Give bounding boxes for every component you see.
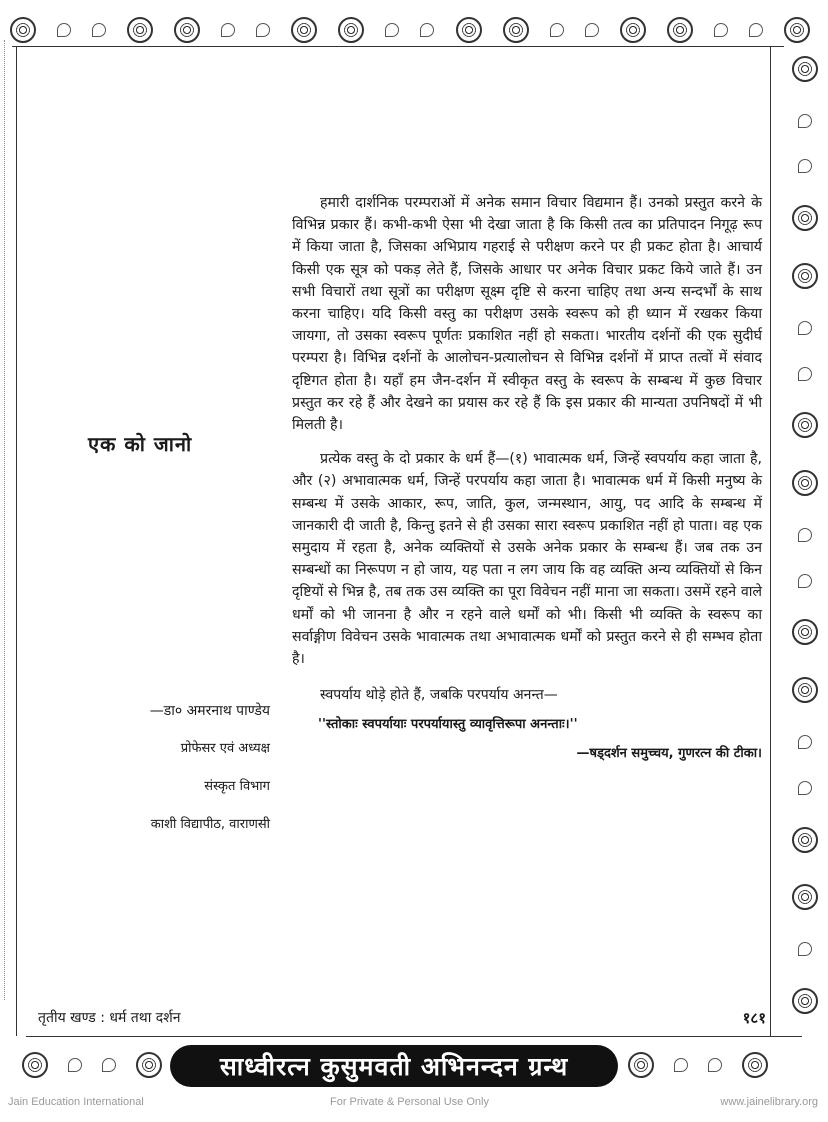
rosette-ornament-icon <box>338 17 364 43</box>
ornamental-footer-left <box>22 1046 162 1084</box>
rosette-ornament-icon <box>127 17 153 43</box>
rosette-ornament-icon <box>792 470 818 496</box>
author-block <box>70 692 270 844</box>
border-rule-right <box>770 46 771 1036</box>
scroll-ornament-icon <box>798 735 812 749</box>
scroll-ornament-icon <box>798 781 812 795</box>
scroll-ornament-icon <box>102 1058 116 1072</box>
scroll-ornament-icon <box>221 23 235 37</box>
paragraph-1: हमारी दार्शनिक परम्पराओं में अनेक समान विचार विद्यमान हैं। उनको प्रस्तुत करने के विभिन्न प्रकार हैं। कभी-कभी ऐसा भी देखा जाता है कि किसी तत्व का प्रतिपादन निगूढ़ रूप में किया जाता है, जिसका अभिप्राय गहराई से परीक्षण करने पर ही प्रकट होता है। आचार्य किसी एक सूत्र को पकड़ लेते हैं, जिसके आधार पर अनेक विचार प्रकट किये जाते हैं। उन सभी विचारों तथा सूत्रों का परीक्षण सूक्ष्म दृष्टि से करना चाहिए तथा अन्य सन्दर्भों के साथ करना चाहिए। यदि किसी वस्तु का परीक्षण उसके स्वरूप को ही ध्यान में रखकर किया जायगा, तो उसका स्वरूप पूर्णतः प्रकाशित नहीं हो सकता। भारतीय दर्शनों की एक सुदीर्घ परम्परा है। विभिन्न दर्शनों के आलोचन-प्रत्यालोचन से विभिन्न दर्शनों में प्राप्त तत्वों में संवाद दृष्टिगत होता है। यहाँ हम जैन-दर्शन में स्वीकृत वस्तु के स्वरूप के सम्बन्ध में कुछ विचार प्रस्तुत कर रहे हैं और देखने का प्रयास कर रहे हैं कि इस प्रकार की मान्यता उपनिषदों में भी मिलती है। <box>292 195 762 434</box>
scroll-ornament-icon <box>798 528 812 542</box>
ornamental-border-right <box>788 40 822 1030</box>
watermark-center: For Private & Personal Use Only <box>330 1096 489 1108</box>
verse-line: स्वपर्याय थोड़े होते हैं, जबकि परपर्याय अनन्त— <box>320 687 558 704</box>
rosette-ornament-icon <box>792 884 818 910</box>
book-title-banner: साध्वीरत्न कुसुमवती अभिनन्दन ग्रन्थ <box>170 1045 618 1087</box>
rosette-ornament-icon <box>628 1052 654 1078</box>
scroll-ornament-icon <box>798 114 812 128</box>
scroll-ornament-icon <box>798 159 812 173</box>
scroll-ornament-icon <box>585 23 599 37</box>
author-department: संस्कृत विभाग <box>204 779 270 794</box>
rosette-ornament-icon <box>456 17 482 43</box>
sanskrit-quote: ''स्तोकाः स्वपर्यायाः परपर्यायास्तु व्यावृत्तिरूपा अनन्ताः।'' <box>318 717 578 733</box>
scroll-ornament-icon <box>674 1058 688 1072</box>
author-name: —डा० अमरनाथ पाण्डेय <box>149 703 270 719</box>
scroll-ornament-icon <box>57 23 71 37</box>
article-title: एक को जानो <box>88 432 193 456</box>
page-number: १८१ <box>742 1009 766 1027</box>
rosette-ornament-icon <box>792 412 818 438</box>
scroll-ornament-icon <box>714 23 728 37</box>
border-rule-top <box>12 46 784 47</box>
rosette-ornament-icon <box>22 1052 48 1078</box>
scroll-ornament-icon <box>798 942 812 956</box>
author-designation: प्रोफेसर एवं अध्यक्ष <box>180 741 270 756</box>
rosette-ornament-icon <box>792 263 818 289</box>
scroll-ornament-icon <box>798 321 812 335</box>
rosette-ornament-icon <box>620 17 646 43</box>
rosette-ornament-icon <box>667 17 693 43</box>
ornamental-border-left <box>4 40 17 1000</box>
rosette-ornament-icon <box>291 17 317 43</box>
rosette-ornament-icon <box>792 619 818 645</box>
author-institution: काशी विद्यापीठ, वाराणसी <box>150 817 270 832</box>
scroll-ornament-icon <box>385 23 399 37</box>
rosette-ornament-icon <box>174 17 200 43</box>
rosette-ornament-icon <box>742 1052 768 1078</box>
scroll-ornament-icon <box>92 23 106 37</box>
scroll-ornament-icon <box>550 23 564 37</box>
paragraph-2: प्रत्येक वस्तु के दो प्रकार के धर्म हैं—(१) भावात्मक धर्म, जिन्हें स्वपर्याय कहा जाता है, और (२) अभावात्मक धर्म, जिन्हें परपर्याय कहा जाता है। भावात्मक धर्म में किसी मनुष्य के सम्बन्ध में उसके आकार, रूप, जाति, कुल, जन्मस्थान, आयु, पद आदि के सम्बन्ध में जानकारी दी जाती है, किन्तु इतने से ही उसका सारा स्वरूप प्रकाशित नहीं हो पाता। वह एक समुदाय में रहता है, अनेक व्यक्तियों से उसके अनेक प्रकार के सम्बन्ध हैं। जब तक उन सम्बन्धों का निरूपण न हो जाय, यह पता न लग जाय कि वह व्यक्ति अन्य व्यक्तियों से किन दृष्टियों से भिन्न है, तब तक उस व्यक्ति का पूरा विवेचन नहीं माना जा सकता। उसमें रहने वाले धर्मों को भी जानना है और न रहने वाले धर्मों को भी। किसी भी व्यक्ति के स्वरूप का सर्वाङ्गीण विवेचन उसके भावात्मक तथा अभावात्मक धर्मों को प्रस्तुत करने से ही सम्भव होता है। <box>292 451 762 668</box>
border-rule-bottom <box>26 1036 802 1037</box>
scroll-ornament-icon <box>749 23 763 37</box>
article-body <box>292 192 762 765</box>
rosette-ornament-icon <box>792 988 818 1014</box>
scroll-ornament-icon <box>798 574 812 588</box>
scroll-ornament-icon <box>68 1058 82 1072</box>
watermark-right: www.jainelibrary.org <box>720 1096 818 1108</box>
watermark-left: Jain Education International <box>8 1096 144 1108</box>
scroll-ornament-icon <box>798 367 812 381</box>
ornamental-border-top <box>10 12 810 48</box>
rosette-ornament-icon <box>503 17 529 43</box>
ornamental-footer-right <box>628 1046 768 1084</box>
rosette-ornament-icon <box>136 1052 162 1078</box>
scroll-ornament-icon <box>420 23 434 37</box>
rosette-ornament-icon <box>792 677 818 703</box>
rosette-ornament-icon <box>792 56 818 82</box>
scroll-ornament-icon <box>256 23 270 37</box>
rosette-ornament-icon <box>792 205 818 231</box>
footer-section-label: तृतीय खण्ड : धर्म तथा दर्शन <box>38 1010 181 1026</box>
rosette-ornament-icon <box>792 827 818 853</box>
citation: —षड्दर्शन समुच्चय, गुणरत्न की टीका। <box>576 745 762 761</box>
scroll-ornament-icon <box>708 1058 722 1072</box>
